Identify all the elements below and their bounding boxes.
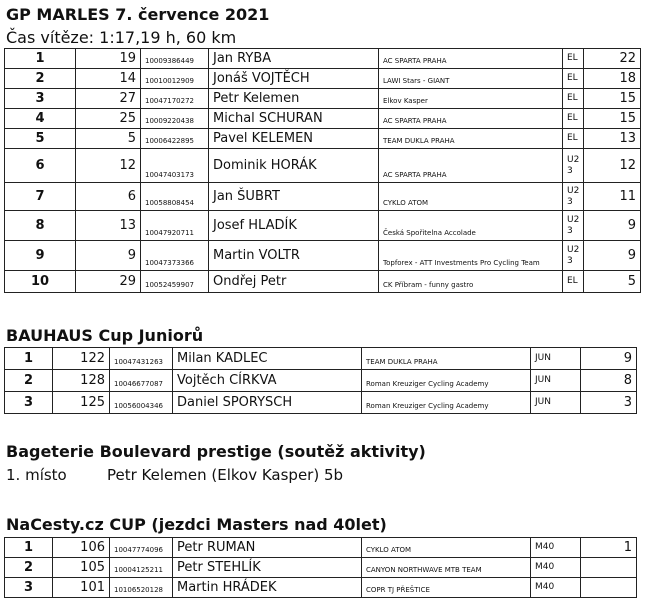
points-cell: 22 [584,49,641,69]
team-cell: Topforex - ATT Investments Pro Cycling Team [379,241,563,271]
team-cell: TEAM DUKLA PRAHA [362,348,531,370]
rider-name-cell: Milan KADLEC [173,348,362,370]
table-row [5,89,641,109]
category-cell: JUN [531,348,581,370]
juniors-table [4,347,637,414]
points-cell: 1 [581,538,637,558]
start-number-cell: 125 [53,392,110,414]
position-cell: 8 [5,211,76,241]
category-cell: U2 3 [563,241,584,271]
license-cell: 10056004346 [110,392,173,414]
position-cell: 7 [5,183,76,211]
rider-name-cell: Josef HLADÍK [209,211,379,241]
table-row [5,558,637,578]
team-cell: Česká Spořitelna Accolade [379,211,563,241]
points-cell: 3 [581,392,637,414]
license-cell: 10047920711 [141,211,209,241]
rider-name-cell: Michal SCHURAN [209,109,379,129]
masters-title: NaCesty.cz CUP (jezdci Masters nad 40let) [6,515,387,534]
team-cell: CK Příbram - funny gastro [379,271,563,293]
team-cell: Roman Kreuziger Cycling Academy [362,370,531,392]
rider-name-cell: Jonáš VOJTĚCH [209,69,379,89]
license-cell: 10009220438 [141,109,209,129]
table-row [5,392,637,414]
start-number-cell: 6 [76,183,141,211]
category-cell: JUN [531,370,581,392]
category-cell: U2 3 [563,149,584,183]
team-cell: Elkov Kasper [379,89,563,109]
category-cell: M40 [531,538,581,558]
start-number-cell: 122 [53,348,110,370]
rider-name-cell: Jan ŠUBRT [209,183,379,211]
points-cell: 18 [584,69,641,89]
rider-name-cell: Ondřej Petr [209,271,379,293]
start-number-cell: 27 [76,89,141,109]
table-row [5,271,641,293]
position-cell: 3 [5,89,76,109]
start-number-cell: 105 [53,558,110,578]
points-cell: 12 [584,149,641,183]
position-cell: 2 [5,370,53,392]
rider-name-cell: Jan RYBA [209,49,379,69]
points-cell: 9 [584,211,641,241]
table-row [5,49,641,69]
table-row [5,538,637,558]
prestige-place: 1. místo [6,466,67,484]
license-cell: 10047431263 [110,348,173,370]
points-cell: 9 [581,348,637,370]
category-cell: U2 3 [563,183,584,211]
table-row [5,109,641,129]
team-cell: CYKLO ATOM [379,183,563,211]
points-cell: 13 [584,129,641,149]
table-row [5,149,641,183]
start-number-cell: 14 [76,69,141,89]
license-cell: 10047403173 [141,149,209,183]
team-cell: AC SPARTA PRAHA [379,109,563,129]
table-row [5,211,641,241]
start-number-cell: 19 [76,49,141,69]
position-cell: 2 [5,69,76,89]
masters-table [4,537,637,598]
position-cell: 6 [5,149,76,183]
start-number-cell: 5 [76,129,141,149]
table-row [5,348,637,370]
prestige-title: Bageterie Boulevard prestige (soutěž aktivity) [6,442,426,461]
category-cell: M40 [531,578,581,598]
position-cell: 1 [5,49,76,69]
license-cell: 10047373366 [141,241,209,271]
prestige-winner: Petr Kelemen (Elkov Kasper) 5b [107,466,344,484]
position-cell: 10 [5,271,76,293]
table-row [5,578,637,598]
rider-name-cell: Martin HRÁDEK [173,578,362,598]
category-cell: EL [563,49,584,69]
start-number-cell: 29 [76,271,141,293]
position-cell: 1 [5,538,53,558]
category-cell: JUN [531,392,581,414]
position-cell: 3 [5,578,53,598]
start-number-cell: 101 [53,578,110,598]
winner-time: Čas vítěze: 1:17,19 h, 60 km [6,28,237,47]
license-cell: 10004125211 [110,558,173,578]
table-row [5,129,641,149]
start-number-cell: 13 [76,211,141,241]
license-cell: 10009386449 [141,49,209,69]
points-cell: 8 [581,370,637,392]
category-cell: U2 3 [563,211,584,241]
position-cell: 1 [5,348,53,370]
points-cell: 5 [584,271,641,293]
team-cell: AC SPARTA PRAHA [379,49,563,69]
team-cell: CANYON NORTHWAVE MTB TEAM [362,558,531,578]
license-cell: 10052459907 [141,271,209,293]
points-cell: 11 [584,183,641,211]
rider-name-cell: Vojtěch CÍRKVA [173,370,362,392]
race-title: GP MARLES 7. července 2021 [6,5,270,24]
points-cell [581,558,637,578]
position-cell: 5 [5,129,76,149]
results-table [4,48,641,293]
position-cell: 2 [5,558,53,578]
category-cell: EL [563,89,584,109]
table-row [5,69,641,89]
license-cell: 10047774096 [110,538,173,558]
license-cell: 10047170272 [141,89,209,109]
license-cell: 10010012909 [141,69,209,89]
points-cell: 15 [584,109,641,129]
rider-name-cell: Daniel SPORYSCH [173,392,362,414]
points-cell: 9 [584,241,641,271]
license-cell: 10046677087 [110,370,173,392]
team-cell: LAWI Stars - GIANT [379,69,563,89]
start-number-cell: 25 [76,109,141,129]
start-number-cell: 12 [76,149,141,183]
team-cell: CYKLO ATOM [362,538,531,558]
category-cell: EL [563,129,584,149]
points-cell: 15 [584,89,641,109]
category-cell: EL [563,69,584,89]
category-cell: EL [563,109,584,129]
table-row [5,370,637,392]
start-number-cell: 9 [76,241,141,271]
rider-name-cell: Petr STEHLÍK [173,558,362,578]
category-cell: M40 [531,558,581,578]
rider-name-cell: Martin VOLTR [209,241,379,271]
team-cell: Roman Kreuziger Cycling Academy [362,392,531,414]
position-cell: 4 [5,109,76,129]
team-cell: AC SPARTA PRAHA [379,149,563,183]
rider-name-cell: Dominik HORÁK [209,149,379,183]
position-cell: 9 [5,241,76,271]
license-cell: 10106520128 [110,578,173,598]
category-cell: EL [563,271,584,293]
table-row [5,183,641,211]
rider-name-cell: Petr Kelemen [209,89,379,109]
license-cell: 10006422895 [141,129,209,149]
rider-name-cell: Pavel KELEMEN [209,129,379,149]
rider-name-cell: Petr RUMAN [173,538,362,558]
juniors-title: BAUHAUS Cup Juniorů [6,326,204,345]
start-number-cell: 128 [53,370,110,392]
position-cell: 3 [5,392,53,414]
team-cell: TEAM DUKLA PRAHA [379,129,563,149]
table-row [5,241,641,271]
points-cell [581,578,637,598]
license-cell: 10058808454 [141,183,209,211]
start-number-cell: 106 [53,538,110,558]
team-cell: COPR TJ PŘEŠTICE [362,578,531,598]
